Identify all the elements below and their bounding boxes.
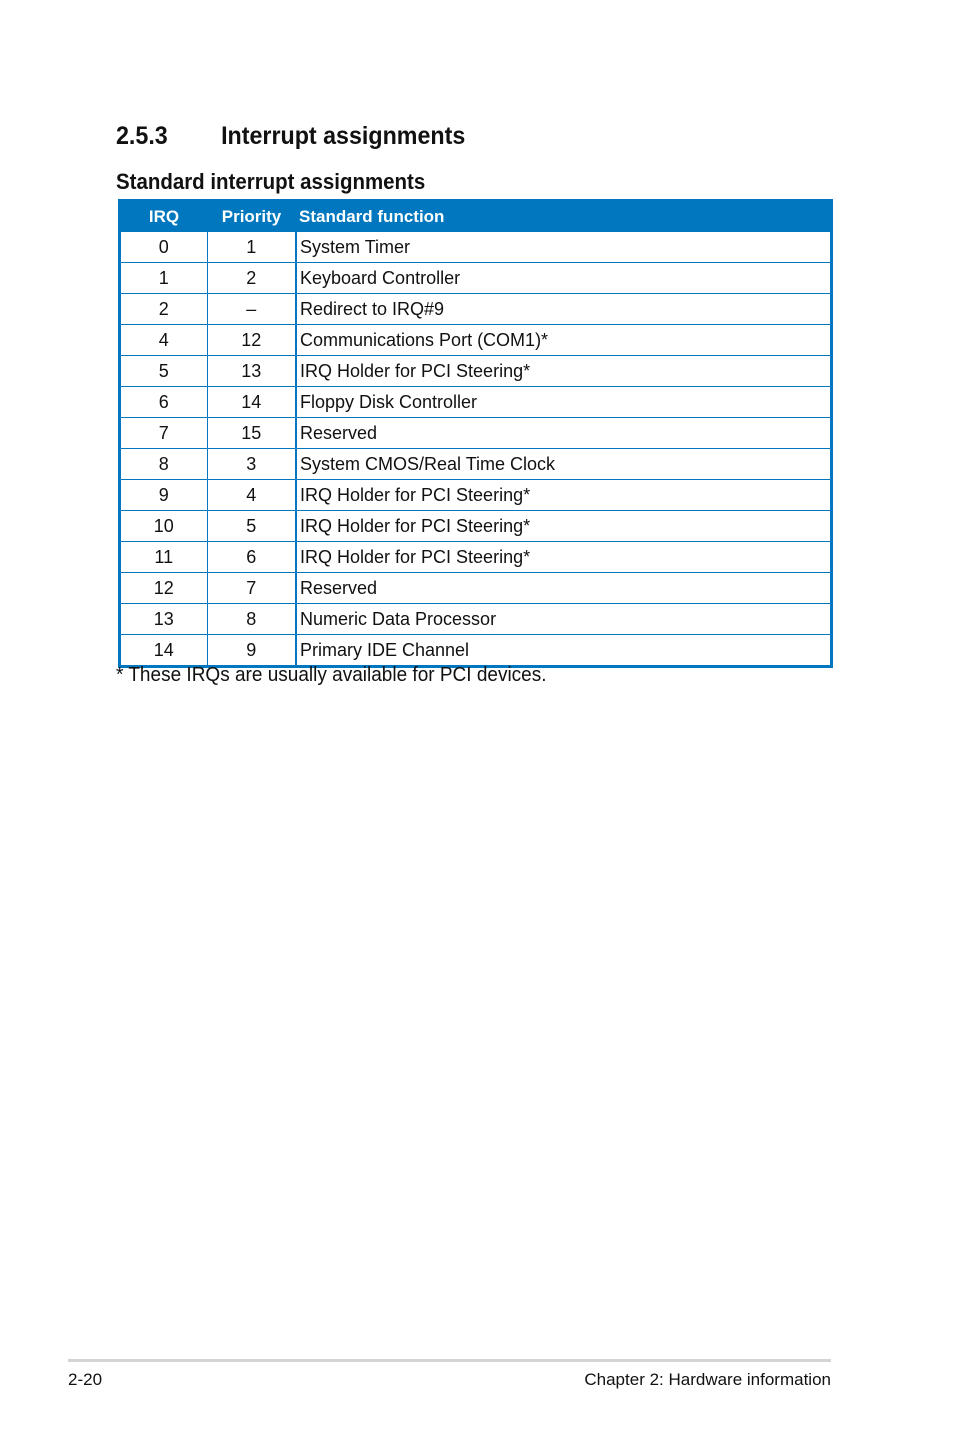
function-cell: IRQ Holder for PCI Steering* bbox=[296, 511, 832, 542]
page-number: 2-20 bbox=[68, 1370, 103, 1389]
irq-cell: 12 bbox=[120, 573, 208, 604]
function-cell: Reserved bbox=[296, 573, 832, 604]
table-row bbox=[120, 232, 832, 263]
function-cell: System CMOS/Real Time Clock bbox=[296, 449, 832, 480]
function-cell: Communications Port (COM1)* bbox=[296, 325, 832, 356]
irq-cell: 11 bbox=[120, 542, 208, 573]
priority-cell: 1 bbox=[207, 232, 296, 263]
function-cell: Reserved bbox=[296, 418, 832, 449]
function-cell: System Timer bbox=[296, 232, 832, 263]
irq-cell: 2 bbox=[120, 294, 208, 325]
irq-cell: 10 bbox=[120, 511, 208, 542]
irq-cell: 14 bbox=[120, 635, 208, 667]
function-cell: Floppy Disk Controller bbox=[296, 387, 832, 418]
interrupt-table bbox=[118, 199, 833, 668]
function-cell: Primary IDE Channel bbox=[296, 635, 832, 667]
irq-cell: 9 bbox=[120, 480, 208, 511]
subsection-title: Standard interrupt assignments bbox=[116, 169, 426, 194]
table-row bbox=[120, 294, 832, 325]
footnote: * These IRQs are usually available for PCI devices. bbox=[116, 664, 547, 686]
irq-cell: 4 bbox=[120, 325, 208, 356]
priority-cell: – bbox=[207, 294, 296, 325]
table-body bbox=[120, 232, 832, 667]
table-row bbox=[120, 573, 832, 604]
function-cell: IRQ Holder for PCI Steering* bbox=[296, 356, 832, 387]
priority-cell: 15 bbox=[207, 418, 296, 449]
table-row bbox=[120, 325, 832, 356]
function-cell: Keyboard Controller bbox=[296, 263, 832, 294]
table-row bbox=[120, 480, 832, 511]
priority-cell: 6 bbox=[207, 542, 296, 573]
section-heading bbox=[116, 119, 465, 153]
header-irq: IRQ bbox=[120, 201, 208, 232]
table-row bbox=[120, 604, 832, 635]
irq-cell: 13 bbox=[120, 604, 208, 635]
priority-cell: 9 bbox=[207, 635, 296, 667]
chapter-title: Chapter 2: Hardware information bbox=[584, 1370, 831, 1389]
priority-cell: 5 bbox=[207, 511, 296, 542]
table-row bbox=[120, 449, 832, 480]
footer-divider bbox=[68, 1359, 831, 1362]
table-row bbox=[120, 418, 832, 449]
header-priority: Priority bbox=[207, 201, 296, 232]
function-cell: Redirect to IRQ#9 bbox=[296, 294, 832, 325]
section-number: 2.5.3 bbox=[116, 122, 168, 150]
priority-cell: 2 bbox=[207, 263, 296, 294]
function-cell: Numeric Data Processor bbox=[296, 604, 832, 635]
table-row bbox=[120, 542, 832, 573]
priority-cell: 7 bbox=[207, 573, 296, 604]
priority-cell: 12 bbox=[207, 325, 296, 356]
irq-cell: 7 bbox=[120, 418, 208, 449]
priority-cell: 14 bbox=[207, 387, 296, 418]
priority-cell: 13 bbox=[207, 356, 296, 387]
priority-cell: 4 bbox=[207, 480, 296, 511]
table-row bbox=[120, 387, 832, 418]
function-cell: IRQ Holder for PCI Steering* bbox=[296, 542, 832, 573]
priority-cell: 8 bbox=[207, 604, 296, 635]
table-row bbox=[120, 263, 832, 294]
irq-cell: 5 bbox=[120, 356, 208, 387]
table-header-row bbox=[120, 201, 832, 232]
section-title: Interrupt assignments bbox=[221, 122, 466, 150]
irq-cell: 0 bbox=[120, 232, 208, 263]
function-cell: IRQ Holder for PCI Steering* bbox=[296, 480, 832, 511]
table-row bbox=[120, 511, 832, 542]
table-row bbox=[120, 356, 832, 387]
header-function: Standard function bbox=[296, 201, 832, 232]
irq-cell: 8 bbox=[120, 449, 208, 480]
irq-cell: 1 bbox=[120, 263, 208, 294]
priority-cell: 3 bbox=[207, 449, 296, 480]
irq-cell: 6 bbox=[120, 387, 208, 418]
